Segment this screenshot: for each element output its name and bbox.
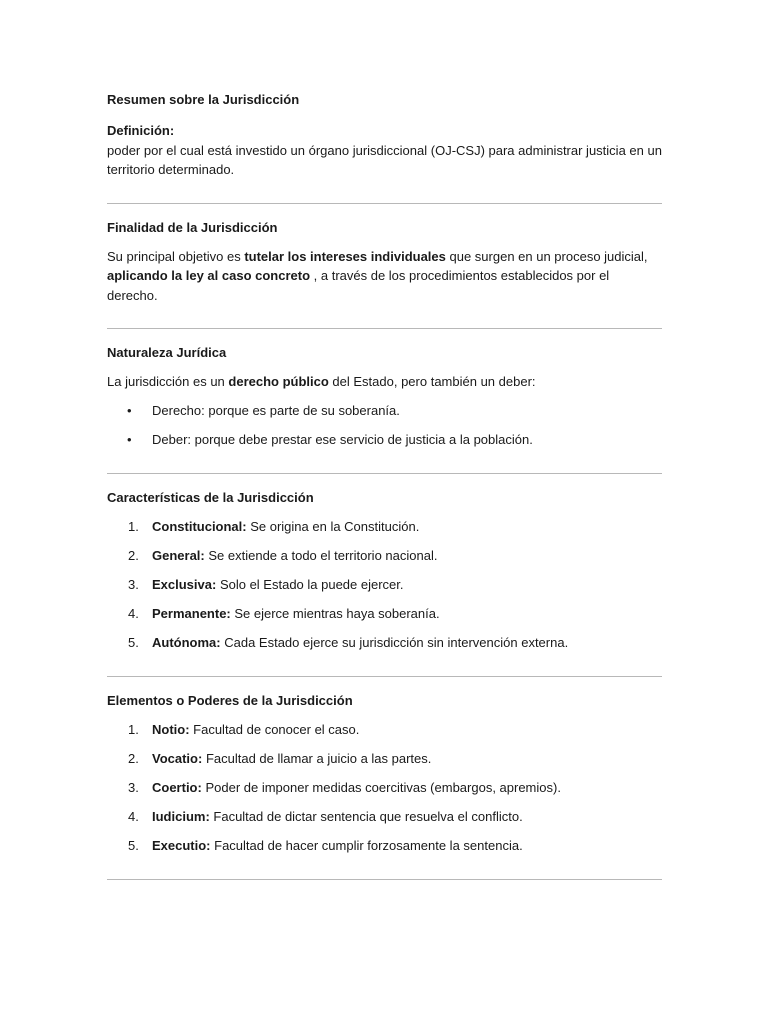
list-item: • Deber: porque debe prestar ese servicio de justicia a la población. — [107, 430, 662, 449]
list-item — [107, 807, 662, 826]
list-item — [107, 633, 662, 652]
list-item — [107, 720, 662, 739]
list-number: 3. — [128, 576, 139, 592]
finalidad-bold-2: aplicando la ley al caso concreto — [107, 268, 311, 283]
list-term: Permanente: — [152, 605, 231, 621]
section-divider — [107, 328, 662, 329]
list-item — [107, 836, 662, 855]
document-content — [107, 91, 662, 880]
list-item — [107, 749, 662, 768]
document-title: Resumen sobre la Jurisdicción — [107, 92, 300, 107]
finalidad-heading: Finalidad de la Jurisdicción — [107, 219, 278, 235]
list-text: Se ejerce mientras haya soberanía. — [230, 605, 440, 621]
list-number: 2. — [128, 547, 139, 563]
naturaleza-bullet-list — [107, 401, 662, 449]
list-text: Se extiende a todo el territorio nacional. — [204, 547, 438, 563]
naturaleza-text-1: La jurisdicción es un — [107, 374, 229, 389]
caracteristicas-heading: Características de la Jurisdicción — [107, 489, 314, 505]
list-term: Notio: — [152, 721, 190, 737]
finalidad-text-2: que surgen en un proceso judicial, — [445, 248, 648, 264]
list-number: 5. — [128, 837, 139, 853]
list-text: Solo el Estado la puede ejercer. — [216, 576, 404, 592]
list-text: Facultad de conocer el caso. — [189, 721, 360, 737]
finalidad-bold-1: tutelar los intereses individuales — [244, 248, 446, 264]
definition-label: Definición: — [107, 123, 175, 138]
list-item — [107, 604, 662, 623]
naturaleza-paragraph — [107, 372, 662, 392]
list-number: 3. — [128, 779, 139, 795]
list-term: Executio: — [152, 837, 211, 853]
list-item — [107, 575, 662, 594]
list-term: Autónoma: — [152, 634, 221, 650]
list-text: Cada Estado ejerce su jurisdicción sin intervención externa. — [220, 634, 569, 650]
list-text: Facultad de llamar a juicio a las partes. — [202, 750, 432, 766]
list-number: 2. — [128, 750, 139, 766]
list-number: 1. — [128, 721, 139, 737]
list-term: Coertio: — [152, 779, 202, 795]
list-item: • Derecho: porque es parte de su soberanía. — [107, 401, 662, 420]
list-text: Poder de imponer medidas coercitivas (embargos, apremios). — [201, 779, 561, 795]
list-text: Facultad de hacer cumplir forzosamente la sentencia. — [210, 837, 523, 853]
finalidad-text-1: Su principal objetivo es — [107, 248, 245, 264]
list-number: 4. — [128, 605, 139, 621]
list-item — [107, 546, 662, 565]
list-item — [107, 517, 662, 536]
elementos-list — [107, 720, 662, 855]
list-term: Iudicium: — [152, 808, 210, 824]
naturaleza-bold-1: derecho público — [228, 374, 329, 389]
list-number: 1. — [128, 518, 139, 534]
finalidad-text-3: , a través de los procedimientos establecidos por el derecho. — [107, 268, 610, 303]
list-term: General: — [152, 547, 205, 563]
list-number: 4. — [128, 808, 139, 824]
list-term: Constitucional: — [152, 518, 247, 534]
finalidad-paragraph — [107, 247, 662, 306]
section-divider — [107, 676, 662, 677]
elementos-heading: Elementos o Poderes de la Jurisdicción — [107, 692, 353, 708]
naturaleza-text-2: del Estado, pero también un deber: — [328, 374, 536, 389]
list-term: Exclusiva: — [152, 576, 217, 592]
section-divider — [107, 473, 662, 474]
list-text: Facultad de dictar sentencia que resuelva el conflicto. — [209, 808, 523, 824]
list-item — [107, 778, 662, 797]
section-divider — [107, 879, 662, 880]
list-text: Se origina en la Constitución. — [246, 518, 420, 534]
section-divider — [107, 203, 662, 204]
list-number: 5. — [128, 634, 139, 650]
list-term: Vocatio: — [152, 750, 203, 766]
definition-text: poder por el cual está investido un órgano jurisdiccional (OJ-CSJ) para administrar justicia en un territorio determinado. — [107, 142, 662, 177]
naturaleza-heading: Naturaleza Jurídica — [107, 345, 227, 360]
caracteristicas-list — [107, 517, 662, 652]
